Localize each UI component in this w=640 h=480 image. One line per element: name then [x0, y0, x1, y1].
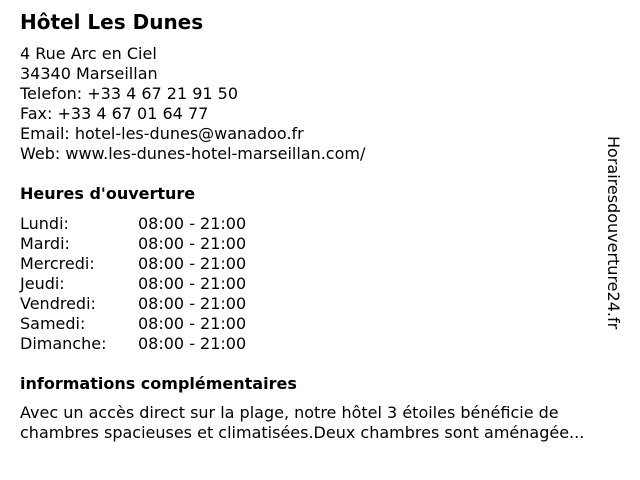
time-range: 08:00 - 21:00: [138, 314, 247, 333]
site-brand-label: Horairesdouverture24.fr: [604, 136, 623, 330]
time-range: 08:00 - 21:00: [138, 254, 247, 273]
additional-info-heading: informations complémentaires: [20, 374, 297, 393]
website-line: Web: www.les-dunes-hotel-marseillan.com/: [20, 144, 366, 163]
day-label: Jeudi:: [20, 274, 65, 293]
opening-hours-table: [20, 214, 246, 354]
hotel-name: Hôtel Les Dunes: [20, 10, 204, 34]
phone-line: Telefon: +33 4 67 21 91 50: [20, 84, 239, 103]
description-line: Avec un accès direct sur la plage, notre hôtel 3 étoiles bénéficie de: [20, 403, 559, 422]
opening-hours-heading: Heures d'ouverture: [20, 184, 196, 203]
additional-info-text: [20, 403, 635, 443]
address-street: 4 Rue Arc en Ciel: [20, 44, 157, 63]
day-label: Mercredi:: [20, 254, 95, 273]
day-label: Lundi:: [20, 214, 69, 233]
hours-row: [20, 274, 246, 294]
time-range: 08:00 - 21:00: [138, 334, 247, 353]
email-line: Email: hotel-les-dunes@wanadoo.fr: [20, 124, 304, 143]
hours-row: [20, 334, 246, 354]
time-range: 08:00 - 21:00: [138, 294, 247, 313]
fax-line: Fax: +33 4 67 01 64 77: [20, 104, 209, 123]
hours-row: [20, 214, 246, 234]
day-label: Dimanche:: [20, 334, 107, 353]
description-line: chambres spacieuses et climatisées.Deux chambres sont aménagée...: [20, 423, 585, 442]
hours-row: [20, 254, 246, 274]
day-label: Mardi:: [20, 234, 70, 253]
hours-row: [20, 294, 246, 314]
hours-row: [20, 234, 246, 254]
time-range: 08:00 - 21:00: [138, 274, 247, 293]
time-range: 08:00 - 21:00: [138, 214, 247, 233]
hours-row: [20, 314, 246, 334]
day-label: Samedi:: [20, 314, 86, 333]
address-city: 34340 Marseillan: [20, 64, 158, 83]
contact-block: [20, 44, 365, 164]
time-range: 08:00 - 21:00: [138, 234, 247, 253]
day-label: Vendredi:: [20, 294, 96, 313]
